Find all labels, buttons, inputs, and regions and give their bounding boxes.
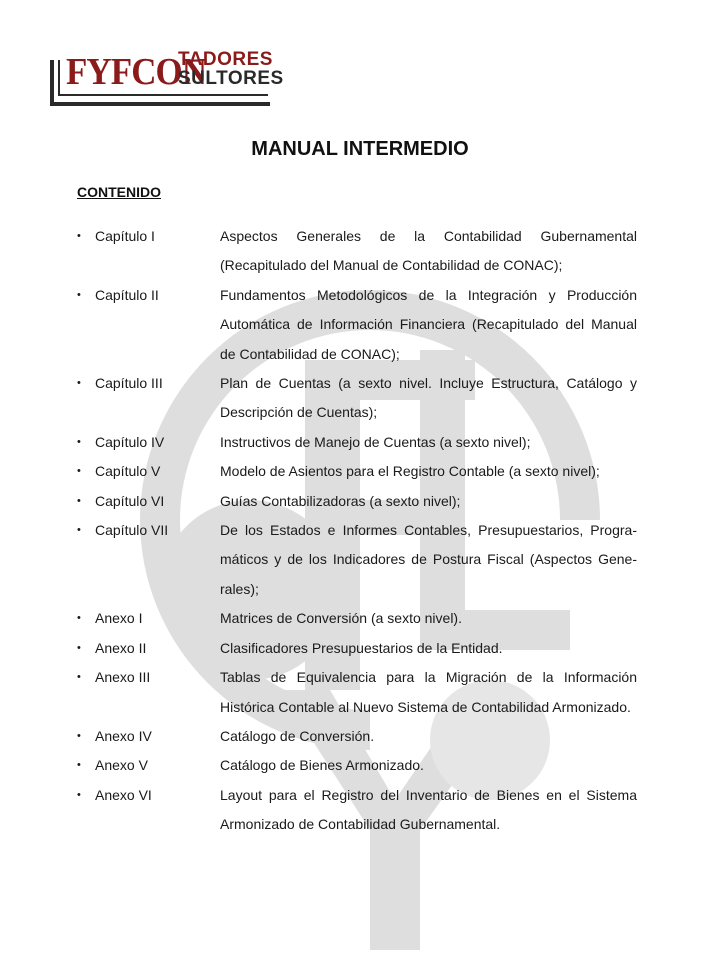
item-description: Catálogo de Conversión. [220, 727, 375, 744]
item-description: Clasificadores Presupuestarios de la Entidad. [220, 639, 503, 656]
item-label: Capítulo II [95, 286, 159, 303]
list-item [77, 751, 637, 780]
item-label: Capítulo IV [95, 433, 165, 450]
bullet-icon: • [77, 494, 81, 507]
item-description: Layout para el Registro del Inventario de Bienes en el Sistema Armonizado de Contabilidad Gubernamental. [220, 786, 637, 833]
list-item [77, 428, 637, 457]
item-label: Capítulo I [95, 228, 155, 244]
item-description: Instructivos de Manejo de Cuentas (a sexto nivel); [220, 433, 531, 450]
bullet-icon: • [77, 759, 81, 772]
list-item [77, 722, 637, 751]
list-item [77, 634, 637, 663]
bullet-icon: • [77, 671, 81, 684]
logo-top-text: TADORES [178, 49, 273, 70]
list-item [77, 457, 637, 486]
logo-frame-vertical-inner [58, 60, 60, 96]
item-label: Anexo II [95, 639, 147, 656]
logo-frame-horizontal [50, 102, 270, 106]
bullet-icon: • [77, 729, 81, 742]
item-description: Tablas de Equivalencia para la Migración de la Información Histórica Contable al Nuevo Sistema de Contabilidad Armonizado. [220, 669, 637, 715]
list-item [77, 604, 637, 633]
item-label: Anexo III [95, 669, 151, 686]
bullet-icon: • [77, 465, 81, 478]
logo-frame-vertical [50, 60, 54, 106]
document-title: MANUAL INTERMEDIO [251, 138, 469, 160]
item-label: Capítulo III [95, 375, 163, 392]
list-item [77, 663, 637, 722]
item-description: Plan de Cuentas (a sexto nivel. Incluye Estructura, Catálogo y Descripción de Cuentas); [220, 375, 637, 421]
bullet-icon: • [77, 230, 81, 242]
bullet-icon: • [77, 377, 81, 390]
item-description: Catálogo de Bienes Armonizado. [220, 757, 424, 774]
bullet-icon: • [77, 288, 81, 301]
bullet-icon: • [77, 641, 81, 654]
logo-bottom-text: SULTORES [178, 68, 284, 89]
item-description: Modelo de Asientos para el Registro Contable (a sexto nivel); [220, 463, 600, 480]
item-description: Aspectos Generales de la Contabilidad Gubernamental (Recapitulado del Manual de Contabilidad de CONAC); [220, 228, 637, 274]
company-logo [50, 49, 284, 110]
list-item [77, 487, 637, 516]
list-item [77, 222, 637, 281]
item-label: Anexo IV [95, 727, 152, 744]
item-label: Capítulo V [95, 463, 161, 480]
bullet-icon: • [77, 524, 81, 537]
item-label: Anexo V [95, 757, 148, 774]
list-item [77, 369, 637, 428]
item-description: Guías Contabilizadoras (a sexto nivel); [220, 492, 461, 509]
list-item [77, 516, 637, 604]
contents-list [77, 222, 637, 840]
item-description: Fundamentos Metodológicos de la Integración y Producción Automática de Información Financiera (Recapitulado del Manual de Contabilidad de CONAC); [220, 286, 637, 362]
list-item [77, 781, 637, 840]
item-description: De los Estados e Informes Contables, Presupuestarios, Progra-máticos y de los Indicadores de Postura Fiscal (Aspectos Gene-rales); [220, 522, 637, 597]
item-label: Anexo VI [95, 786, 152, 803]
item-description: Matrices de Conversión (a sexto nivel). [220, 610, 462, 627]
bullet-icon: • [77, 612, 81, 625]
bullet-icon: • [77, 788, 81, 801]
contents-heading: CONTENIDO [77, 184, 161, 200]
bullet-icon: • [77, 435, 81, 448]
logo-main-text: FYFCON [66, 51, 207, 93]
item-label: Capítulo VII [95, 522, 169, 539]
logo-frame-horizontal-inner [58, 94, 268, 96]
item-label: Capítulo VI [95, 492, 165, 509]
item-label: Anexo I [95, 610, 143, 627]
list-item [77, 281, 637, 369]
